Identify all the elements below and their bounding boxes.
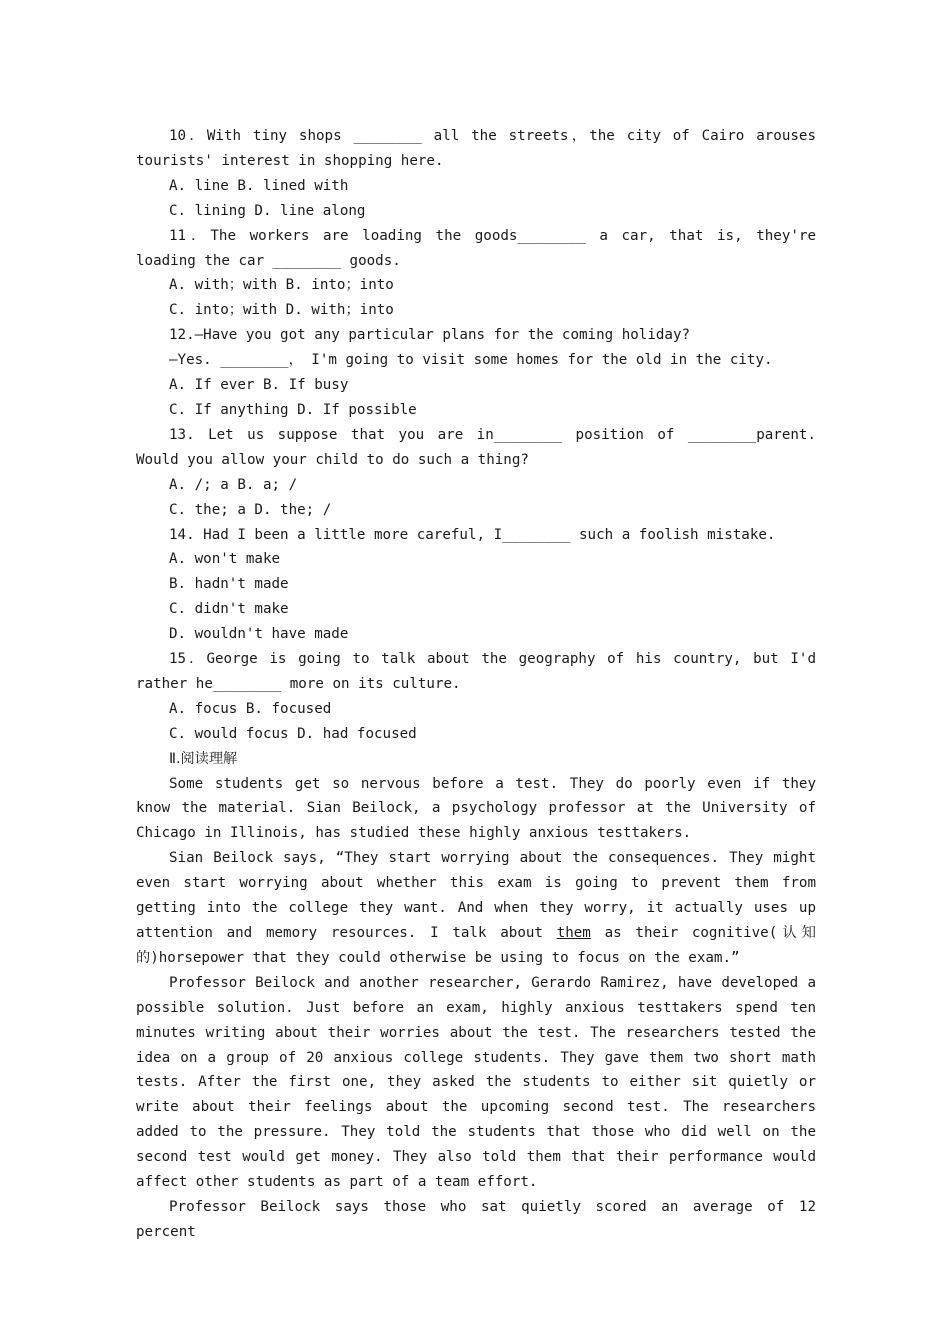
passage-paragraph-2-part-2: as their cognitive(认知的)horsepower that they could otherwise be using to focus on the exam.” xyxy=(136,925,816,966)
question-11-options-cd: C. into；with D. with；into xyxy=(169,302,394,319)
question-12-reply: —Yes. ________， I'm going to visit some homes for the old in the city. xyxy=(169,352,773,369)
passage-paragraph-4: Professor Beilock says those who sat quietly scored an average of 12 percent xyxy=(136,1198,816,1240)
question-12-stem: 12.—Have you got any particular plans for the coming holiday? xyxy=(169,327,691,344)
question-13-options-ab: A. /; a B. a; / xyxy=(169,476,298,493)
question-14-option-b: B. hadn't made xyxy=(169,576,289,593)
question-14-option-a: A. won't make xyxy=(169,551,281,568)
question-13-stem: 13. Let us suppose that you are in________ position of ________parent. Would you allow your child to do such a thing? xyxy=(136,426,816,468)
question-10-options-ab: A. line B. lined with xyxy=(169,177,349,194)
question-15-options-cd: C. would focus D. had focused xyxy=(169,725,417,742)
question-14-option-d: D. wouldn't have made xyxy=(169,626,349,643)
question-14-stem: 14. Had I been a little more careful, I________ such a foolish mistake. xyxy=(169,526,776,543)
passage-paragraph-1: Some students get so nervous before a test. They do poorly even if they know the material. Sian Beilock, a psychology professor at the University of Chicago in Illinois, has studied these highly anxious testtakers. xyxy=(136,775,816,842)
passage-paragraph-2 xyxy=(136,846,816,971)
passage-paragraph-3: Professor Beilock and another researcher, Gerardo Ramirez, have developed a possible solution. Just before an exam, highly anxious testtakers spend ten minutes writing about their worries about the test. The researchers tested the idea on a group of 20 anxious college students. They gave them two short math tests. After the first one, they asked the students to either sit quietly or write about their feelings about the upcoming second test. The researchers added to the pressure. They told the students that those who did well on the second test would get money. They also told them that their performance would affect other students as part of a team effort. xyxy=(136,974,816,1191)
question-12-options-cd: C. If anything D. If possible xyxy=(169,401,417,418)
section-heading: Ⅱ.阅读理解 xyxy=(169,750,238,767)
question-12-options-ab: A. If ever B. If busy xyxy=(169,377,349,394)
passage-paragraph-2-part-1: Sian Beilock says, “They start worrying about the consequences. They might even start worrying about whether this exam is going to prevent them from getting into the college they want. And when they worry, it actually uses up attention and memory resources. I talk about xyxy=(136,850,816,941)
question-14-option-c: C. didn't make xyxy=(169,601,289,618)
question-10-stem: 10．With tiny shops ________ all the streets，the city of Cairo arouses tourists' interest in shopping here. xyxy=(136,128,816,169)
underlined-word: them xyxy=(556,925,591,941)
question-11-options-ab: A. with；with B. into；into xyxy=(169,277,394,294)
question-15-options-ab: A. focus B. focused xyxy=(169,700,332,717)
question-13-options-cd: C. the; a D. the; / xyxy=(169,501,332,518)
question-11-stem: 11．The workers are loading the goods________ a car, that is, they're loading the car ________ goods. xyxy=(136,227,816,269)
document-page xyxy=(136,124,816,1245)
question-10-options-cd: C. lining D. line along xyxy=(169,202,366,219)
question-15-stem: 15．George is going to talk about the geography of his country, but I'd rather he________ more on its culture. xyxy=(136,651,816,692)
